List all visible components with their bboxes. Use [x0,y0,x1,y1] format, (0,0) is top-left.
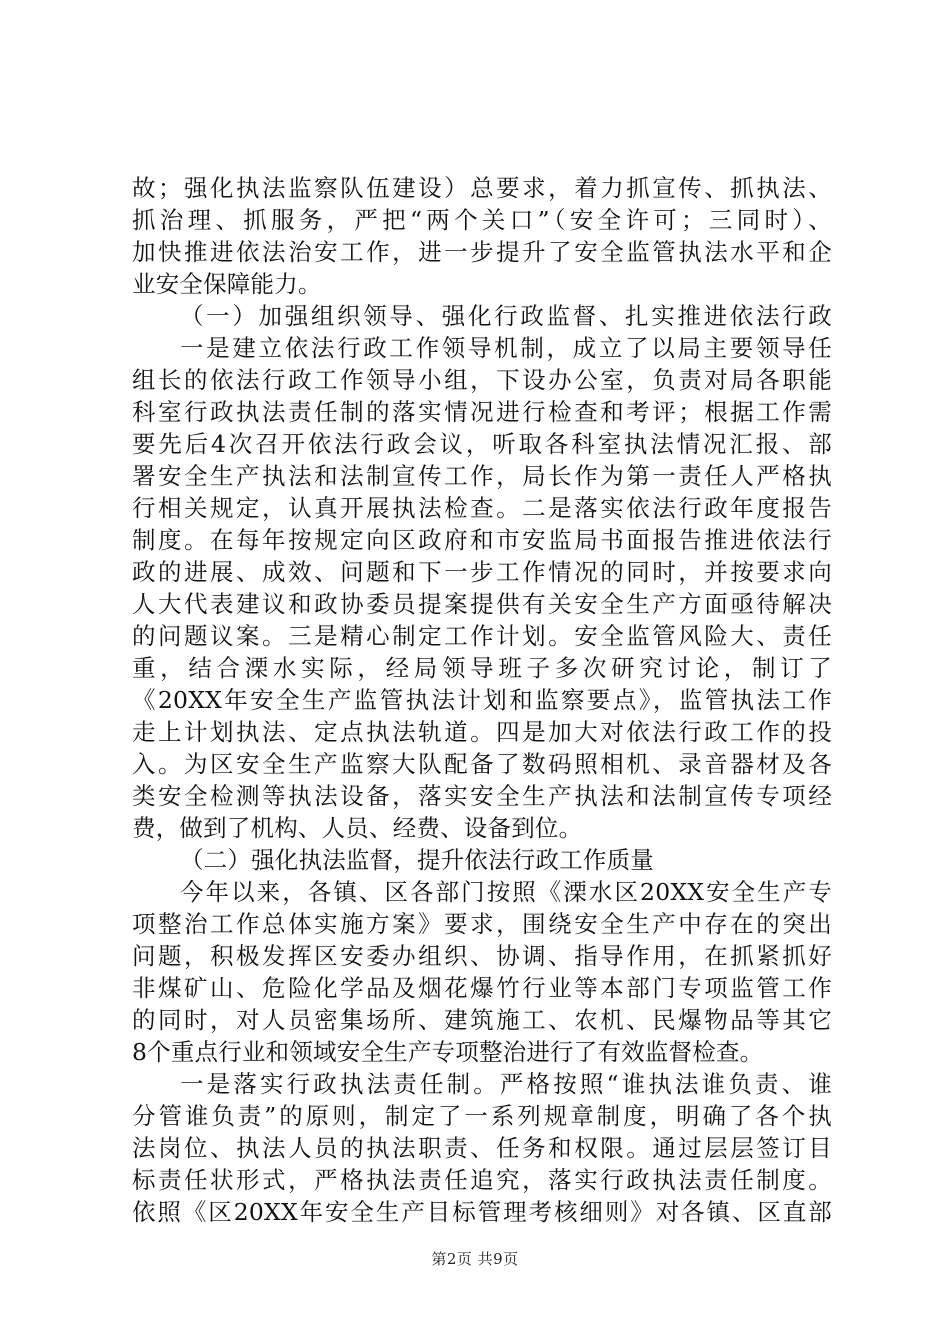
section-heading-2: （二）强化执法监督，提升依法行政工作质量 [180,846,654,874]
text-line: 《20XX年安全生产监管执法计划和监察要点》，监管执法工作 [132,686,832,714]
text-line: 一是建立依法行政工作领导机制，成立了以局主要领导任 [180,334,832,362]
text-line: 加快推进依法治安工作，进一步提升了安全监管执法水平和企 [132,238,832,266]
text-line: 分管谁负责”的原则，制定了一系列规章制度，明确了各个执 [132,1102,832,1130]
text-line: 费，做到了机构、人员、经费、设备到位。 [132,814,583,842]
section-heading-1: （一）加强组织领导、强化行政监督、扎实推进依法行政 [180,302,832,330]
text-line: 法岗位、执法人员的执法职责、任务和权限。通过层层签订目 [132,1134,832,1162]
text-line: 非煤矿山、危险化学品及烟花爆竹行业等本部门专项监管工作 [132,974,832,1002]
text-line: 科室行政执法责任制的落实情况进行检查和考评；根据工作需 [132,398,832,426]
text-line: 故；强化执法监察队伍建设）总要求，着力抓宣传、抓执法、 [132,174,832,202]
text-line: 标责任状形式，严格执法责任追究，落实行政执法责任制度。 [132,1166,832,1194]
text-line: 署安全生产执法和法制宣传工作，局长作为第一责任人严格执 [132,462,832,490]
text-line: 人大代表建议和政协委员提案提供有关安全生产方面亟待解决 [132,590,832,618]
text-line: 制度。在每年按规定向区政府和市安监局书面报告推进依法行 [132,526,832,554]
text-line: 行相关规定，认真开展执法检查。二是落实依法行政年度报告 [132,494,832,522]
text-line: 入。为区安全生产监察大队配备了数码照相机、录音器材及各 [132,750,832,778]
text-line: 业安全保障能力。 [132,270,322,298]
text-line: 依照《区20XX年安全生产目标管理考核细则》对各镇、区直部 [132,1198,832,1226]
text-line: 要先后4次召开依法行政会议，听取各科室执法情况汇报、部 [132,430,832,458]
text-line: 抓治理、抓服务，严把“两个关口”（安全许可；三同时）、 [132,206,832,234]
text-line: 一是落实行政执法责任制。严格按照“谁执法谁负责、谁 [180,1070,832,1098]
text-line: 8个重点行业和领域安全生产专项整治进行了有效监督检查。 [132,1038,764,1066]
page-number-footer: 第2页 共9页 [431,1250,519,1268]
text-line: 走上计划执法、定点执法轨道。四是加大对依法行政工作的投 [132,718,832,746]
text-line: 今年以来，各镇、区各部门按照《溧水区20XX安全生产专 [180,878,832,906]
text-line: 的问题议案。三是精心制定工作计划。安全监管风险大、责任 [132,622,832,650]
text-line: 问题，积极发挥区安委办组织、协调、指导作用，在抓紧抓好 [132,942,832,970]
text-line: 政的进展、成效、问题和下一步工作情况的同时，并按要求向 [132,558,832,586]
text-line: 类安全检测等执法设备，落实安全生产执法和法制宣传专项经 [132,782,832,810]
text-line: 的同时，对人员密集场所、建筑施工、农机、民爆物品等其它 [132,1006,832,1034]
text-line: 项整治工作总体实施方案》要求，围绕安全生产中存在的突出 [132,910,832,938]
text-line: 重，结合溧水实际，经局领导班子多次研究讨论，制订了 [132,654,832,682]
text-line: 组长的依法行政工作领导小组，下设办公室，负责对局各职能 [132,366,832,394]
document-body [132,172,832,1228]
